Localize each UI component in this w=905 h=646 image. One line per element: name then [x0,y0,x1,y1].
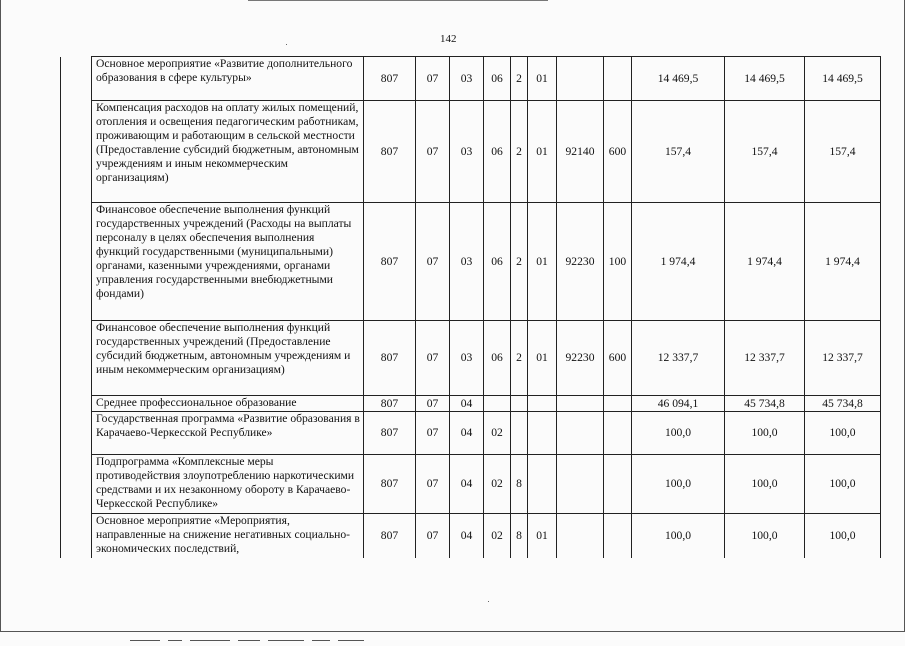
cell-direction: 92230 [557,321,604,396]
cell-direction [557,514,604,558]
cell-item-name: Финансовое обеспечение выполнения функций государственных учреждений (Предоставление субсидий бюджетным, автономным учреждениям и иным некоммерческим организациям) [92,321,364,396]
cell-podrazdel: 03 [450,321,484,396]
cell-razdel: 07 [416,514,450,558]
cell-amount-year3: 45 734,8 [805,396,881,412]
cell-podrazdel: 03 [450,203,484,321]
cell-vedomstvo: 807 [364,514,416,558]
cell-amount-year2: 100,0 [725,514,805,558]
cell-podrazdel: 04 [450,396,484,412]
cell-event: 01 [528,57,557,101]
cell-amount-year3: 157,4 [805,101,881,203]
cell-vedomstvo: 807 [364,57,416,101]
cell-program: 02 [484,514,511,558]
cell-amount-year2: 157,4 [725,101,805,203]
cell-vedomstvo: 807 [364,321,416,396]
cell-amount-year3: 1 974,4 [805,203,881,321]
cell-index [61,412,92,455]
cell-expense-type [604,57,632,101]
cell-subprogram: 8 [511,514,528,558]
cell-program [484,396,511,412]
table-row [61,514,881,558]
cell-amount-year1: 46 094,1 [632,396,725,412]
cell-vedomstvo: 807 [364,455,416,514]
cell-event: 01 [528,321,557,396]
cell-vedomstvo: 807 [364,412,416,455]
cell-index [61,57,92,101]
cell-vedomstvo: 807 [364,203,416,321]
cell-subprogram [511,412,528,455]
top-rule [248,0,548,1]
cell-amount-year3: 100,0 [805,455,881,514]
cell-podrazdel: 04 [450,514,484,558]
table-row [61,203,881,321]
cell-direction [557,57,604,101]
cell-direction [557,396,604,412]
table-row [61,396,881,412]
cell-amount-year2: 100,0 [725,455,805,514]
cell-event [528,396,557,412]
cell-index [61,455,92,514]
cell-subprogram: 2 [511,57,528,101]
cell-item-name: Основное мероприятие «Мероприятия, направленные на снижение негативных социально-экономических последствий, [92,514,364,558]
table-row [61,412,881,455]
table-row [61,57,881,101]
cell-subprogram: 2 [511,321,528,396]
table-row [61,321,881,396]
cell-direction [557,455,604,514]
cell-event: 01 [528,101,557,203]
cell-razdel: 07 [416,455,450,514]
budget-table [60,56,881,558]
cell-amount-year3: 14 469,5 [805,57,881,101]
cell-amount-year2: 100,0 [725,412,805,455]
cell-program: 06 [484,57,511,101]
cell-subprogram: 8 [511,455,528,514]
cell-event [528,455,557,514]
cell-razdel: 07 [416,321,450,396]
cell-expense-type [604,396,632,412]
cell-program: 02 [484,412,511,455]
cell-index [61,514,92,558]
cell-amount-year1: 100,0 [632,514,725,558]
table-row [61,455,881,514]
cell-vedomstvo: 807 [364,101,416,203]
cell-event: 01 [528,203,557,321]
cell-razdel: 07 [416,101,450,203]
cell-direction [557,412,604,455]
cell-direction: 92140 [557,101,604,203]
cell-program: 02 [484,455,511,514]
cell-razdel: 07 [416,57,450,101]
cell-vedomstvo: 807 [364,396,416,412]
cell-item-name: Компенсация расходов на оплату жилых помещений, отопления и освещения педагогическим работникам, проживающим и работающим в сельской местности (Предоставление субсидий бюджетным, автономным учреждениям и иным некоммерческим организациям) [92,101,364,203]
cell-index [61,101,92,203]
speck [286,44,287,45]
cell-amount-year2: 12 337,7 [725,321,805,396]
cell-podrazdel: 03 [450,57,484,101]
speck [488,601,489,602]
cell-event: 01 [528,514,557,558]
cell-amount-year1: 157,4 [632,101,725,203]
cell-item-name: Среднее профессиональное образование [92,396,364,412]
cell-podrazdel: 03 [450,101,484,203]
cell-expense-type: 600 [604,321,632,396]
cell-amount-year1: 14 469,5 [632,57,725,101]
cell-program: 06 [484,321,511,396]
cell-direction: 92230 [557,203,604,321]
cell-item-name: Подпрограмма «Комплексные меры противодействия злоупотреблению наркотическими средствами и их незаконному обороту в Карачаево-Черкесской Республике» [92,455,364,514]
cell-amount-year3: 100,0 [805,514,881,558]
cell-subprogram [511,396,528,412]
cell-index [61,321,92,396]
cell-amount-year3: 12 337,7 [805,321,881,396]
cell-program: 06 [484,203,511,321]
cell-amount-year3: 100,0 [805,412,881,455]
cell-expense-type: 100 [604,203,632,321]
cell-item-name: Основное мероприятие «Развитие дополнительного образования в сфере культуры» [92,57,364,101]
cell-item-name: Государственная программа «Развитие образования в Карачаево-Черкесской Республике» [92,412,364,455]
cell-podrazdel: 04 [450,455,484,514]
bottom-scan-marks [130,628,372,631]
cell-razdel: 07 [416,396,450,412]
cell-amount-year1: 1 974,4 [632,203,725,321]
cell-expense-type [604,412,632,455]
cell-amount-year1: 12 337,7 [632,321,725,396]
cell-expense-type [604,455,632,514]
cell-amount-year2: 45 734,8 [725,396,805,412]
cell-amount-year1: 100,0 [632,455,725,514]
table-row [61,101,881,203]
page-number: 142 [440,33,457,45]
cell-event [528,412,557,455]
cell-expense-type [604,514,632,558]
cell-subprogram: 2 [511,101,528,203]
cell-amount-year2: 14 469,5 [725,57,805,101]
cell-expense-type: 600 [604,101,632,203]
cell-amount-year1: 100,0 [632,412,725,455]
cell-amount-year2: 1 974,4 [725,203,805,321]
cell-item-name: Финансовое обеспечение выполнения функций государственных учреждений (Расходы на выплаты персоналу в целях обеспечения выполнения функций государственными (муниципальными) органами, казенными учреждениями, органами управления государственными внебюджетными фондами) [92,203,364,321]
cell-program: 06 [484,101,511,203]
cell-razdel: 07 [416,203,450,321]
cell-subprogram: 2 [511,203,528,321]
cell-podrazdel: 04 [450,412,484,455]
cell-index [61,203,92,321]
cell-index [61,396,92,412]
cell-razdel: 07 [416,412,450,455]
